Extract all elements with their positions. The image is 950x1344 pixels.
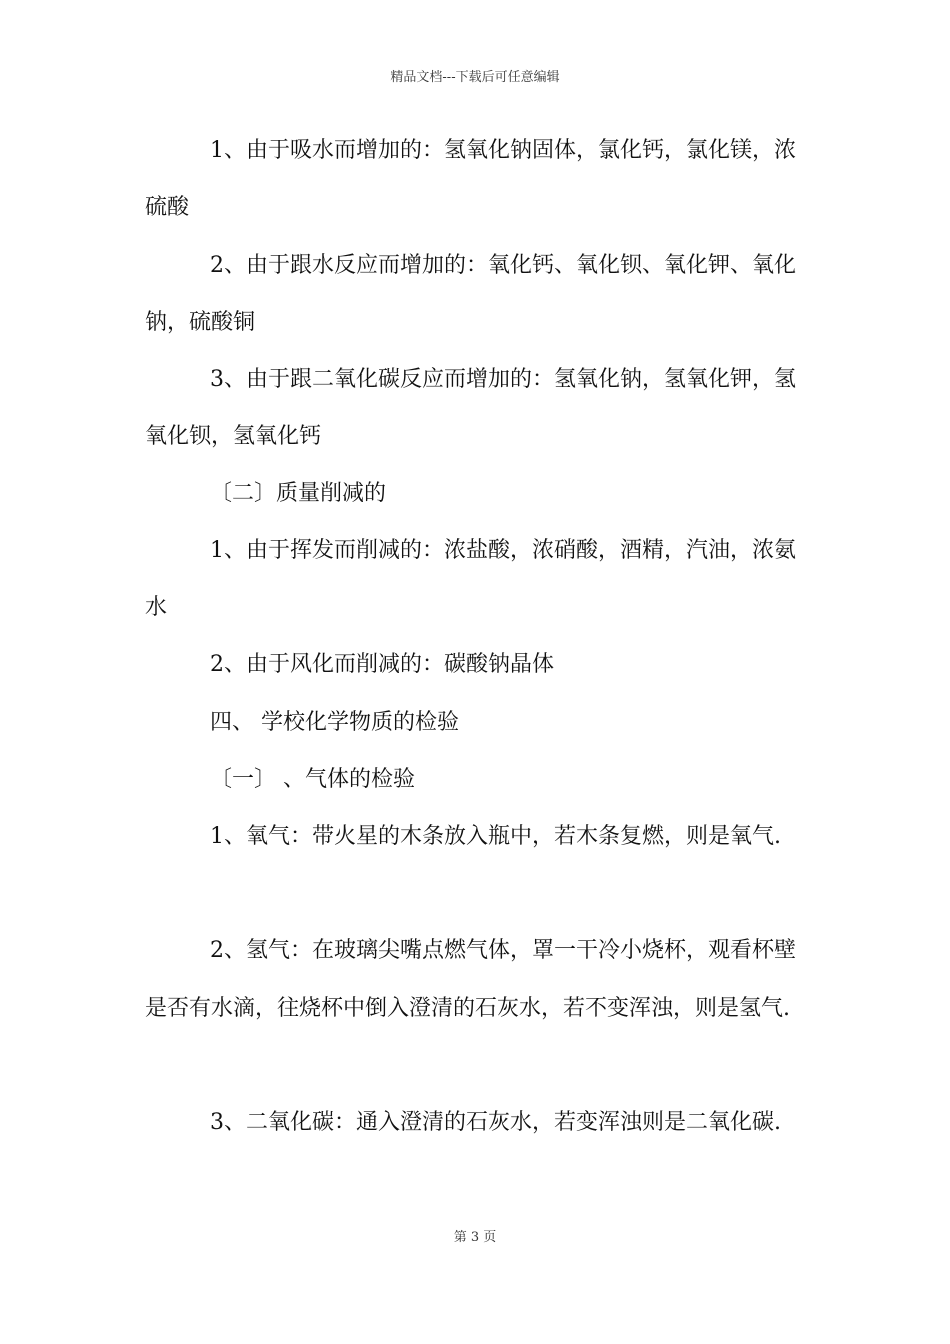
- page-number: 第 3 页: [453, 1230, 497, 1245]
- heading-gas-test: 〔一〕 、气体的检验: [210, 767, 415, 792]
- paragraph-5: 2、由于风化而削减的：碳酸钠晶体: [210, 652, 554, 677]
- heading-section-4: 四、 学校化学物质的检验: [210, 710, 459, 735]
- paragraph-hydrogen-line-2: 是否有水滴，往烧杯中倒入澄清的石灰水，若不变浑浊，则是氢气.: [145, 996, 790, 1021]
- heading-mass-decrease: 〔二〕质量削减的: [210, 481, 387, 506]
- paragraph-hydrogen-line-1: 2、氢气：在玻璃尖嘴点燃气体，罩一干冷小烧杯，观看杯壁: [210, 938, 796, 963]
- paragraph-2-line-2: 钠，硫酸铜: [145, 310, 256, 335]
- paragraph-1-line-1: 1、由于吸水而增加的：氢氧化钠固体，氯化钙，氯化镁，浓: [210, 138, 796, 163]
- paragraph-4-line-2: 水: [145, 595, 168, 620]
- paragraph-carbon-dioxide: 3、二氧化碳：通入澄清的石灰水，若变浑浊则是二氧化碳.: [210, 1110, 781, 1135]
- paragraph-1-line-2: 硫酸: [145, 195, 190, 220]
- paragraph-oxygen: 1、氧气：带火星的木条放入瓶中，若木条复燃，则是氧气.: [210, 824, 781, 849]
- paragraph-3-line-2: 氧化钡，氢氧化钙: [145, 424, 322, 449]
- page-header: 精品文档---下载后可任意编辑: [390, 70, 560, 85]
- paragraph-4-line-1: 1、由于挥发而削减的：浓盐酸，浓硝酸，酒精，汽油，浓氨: [210, 538, 796, 563]
- paragraph-2-line-1: 2、由于跟水反应而增加的：氧化钙、氧化钡、氧化钾、氧化: [210, 253, 796, 278]
- paragraph-3-line-1: 3、由于跟二氧化碳反应而增加的：氢氧化钠，氢氧化钾，氢: [210, 367, 796, 392]
